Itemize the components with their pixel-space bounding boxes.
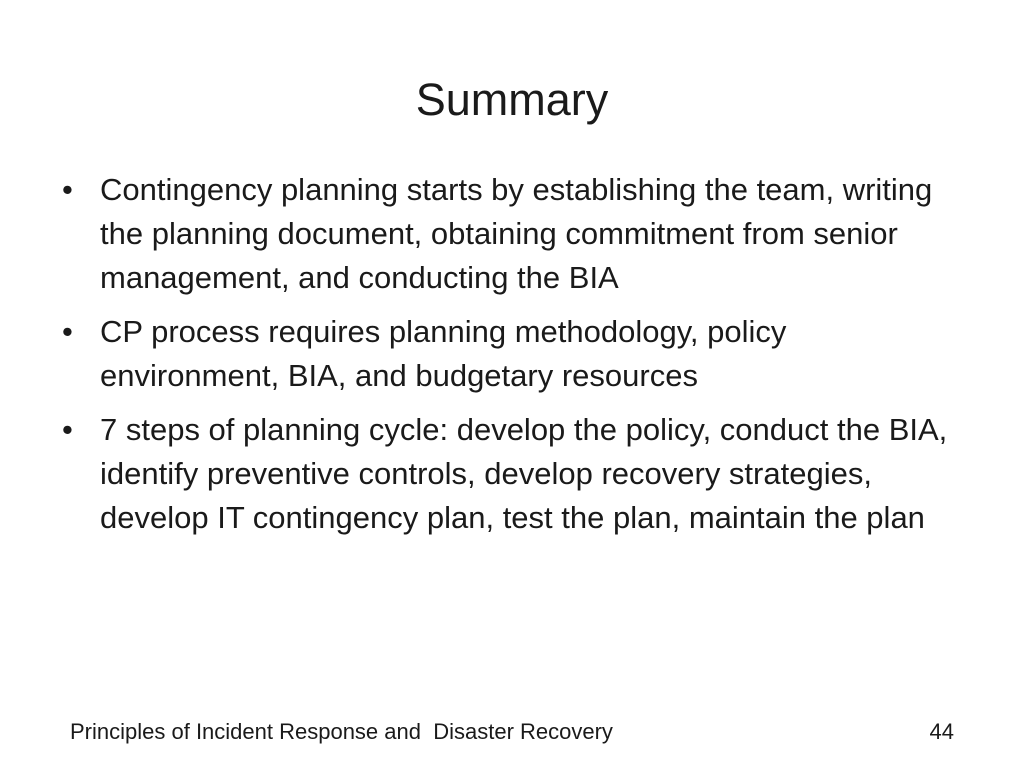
bullet-icon: • [62,412,73,447]
footer-course-title: Principles of Incident Response and Disaster Recovery [70,719,613,744]
footer-page-number: 44 [929,719,954,744]
bullet-list [60,168,970,550]
bullet-icon: • [62,314,73,349]
slide-title: Summary [415,74,609,125]
bullet-text: Contingency planning starts by establishing the team, writing the planning document, obtaining commitment from senior management, and conducting the BIA [100,172,933,295]
bullet-item [60,168,970,300]
bullet-icon: • [62,172,73,207]
bullet-item [60,408,970,540]
bullet-text: 7 steps of planning cycle: develop the policy, conduct the BIA, identify preventive controls, develop recovery strategies, develop IT contingency plan, test the plan, maintain the plan [100,412,948,535]
bullet-text: CP process requires planning methodology, policy environment, BIA, and budgetary resources [100,314,787,393]
bullet-item [60,310,970,398]
